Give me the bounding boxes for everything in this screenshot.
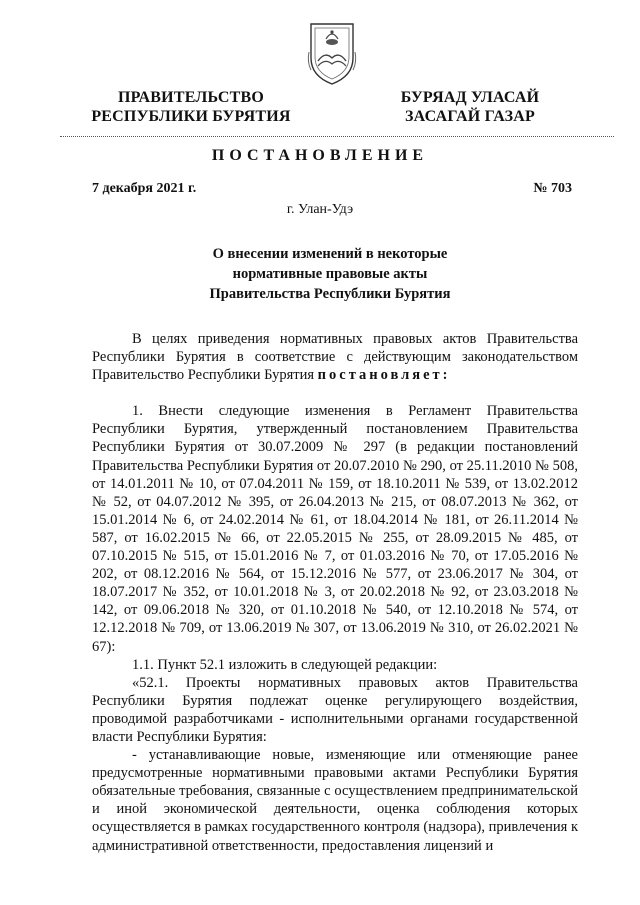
intro-text: В целях приведения нормативных правовых актов Правительства Республики Бурятия в соответствие с действующим законодательством Правительство Республики Бурятия [92,331,578,384]
document-title [160,244,500,304]
title-line-3: Правительства Республики Бурятия [209,286,451,302]
document-number: № 703 [533,181,572,196]
org-name-russian [82,88,300,126]
title-line-1: О внесении изменений в некоторые [212,246,448,262]
document-body [92,330,578,855]
document-date: 7 декабря 2021 г. [92,181,197,196]
paragraph-gap [92,384,578,402]
title-line-2: нормативные правовые акты [232,266,428,282]
org-name-bua-line-1: БУРЯАД УЛАСАЙ [400,89,540,106]
coat-of-arms-icon [305,18,359,86]
intro-verb: постановляет: [317,367,451,384]
dash-paragraph: - устанавливающие новые, изменяющие или отменяющие ранее предусмотренные нормативными правовыми актами Республики Бурятия обязательные требования, связанные с осуществлением предпринимательской и иной экономической деятельности, оценка соблюдения которых осуществляется в рамках государственного контроля (надзора), привлечения к административной ответственности, предоставления лицензий и [92,747,578,854]
org-name-ru-line-2: РЕСПУБЛИКИ БУРЯТИЯ [91,108,291,125]
item-1-1-paragraph: 1.1. Пункт 52.1 изложить в следующей редакции: [132,656,438,673]
document-city: г. Улан-Удэ [286,202,354,217]
quoted-paragraph: «52.1. Проекты нормативных правовых актов Правительства Республики Бурятия подлежат оценке регулирующего воздействия, проводимой разработчиками - исполнительными органами государственной власти Республики Бурятия: [92,674,578,745]
org-name-ru-line-1: ПРАВИТЕЛЬСТВО [117,89,265,106]
header-divider [60,136,614,137]
org-name-bua-line-2: ЗАСАГАЙ ГАЗАР [405,108,535,125]
item-1-paragraph: 1. Внести следующие изменения в Регламент Правительства Республики Бурятия, утвержденный постановлением Правительства Республики Бурятия от 30.07.2009 № 297 (в редакции постановлений Правительства Республики Бурятия от 20.07.2010 № 290, от 25.11.2010 № 508, от 14.01.2011 № 10, от 07.04.2011 № 159, от 18.10.2011 № 539, от 13.02.2012 № 52, от 04.07.2012 № 395, от 26.04.2013 № 215, от 08.07.2013 № 362, от 15.01.2014 № 6, от 24.02.2014 № 61, от 18.04.2014 № 181, от 26.11.2014 № 587, от 16.02.2015 № 66, от 22.05.2015 № 255, от 28.09.2015 № 485, от 07.10.2015 № 515, от 15.01.2016 № 7, от 01.03.2016 № 70, от 17.05.2016 № 202, от 08.12.2016 № 564, от 15.12.2016 № 577, от 23.06.2017 № 304, от 18.07.2017 № 352, от 10.01.2018 № 3, от 20.02.2018 № 92, от 23.03.2018 № 142, от 09.06.2018 № 320, от 01.10.2018 № 540, от 12.10.2018 № 574, от 12.12.2018 № 709, от 13.06.2019 № 307, от 13.06.2019 № 310, от 26.02.2021 № 67): [92,403,578,655]
intro-paragraph [92,330,578,384]
document-type: ПОСТАНОВЛЕНИЕ [211,147,429,164]
org-name-buryat [382,88,558,126]
